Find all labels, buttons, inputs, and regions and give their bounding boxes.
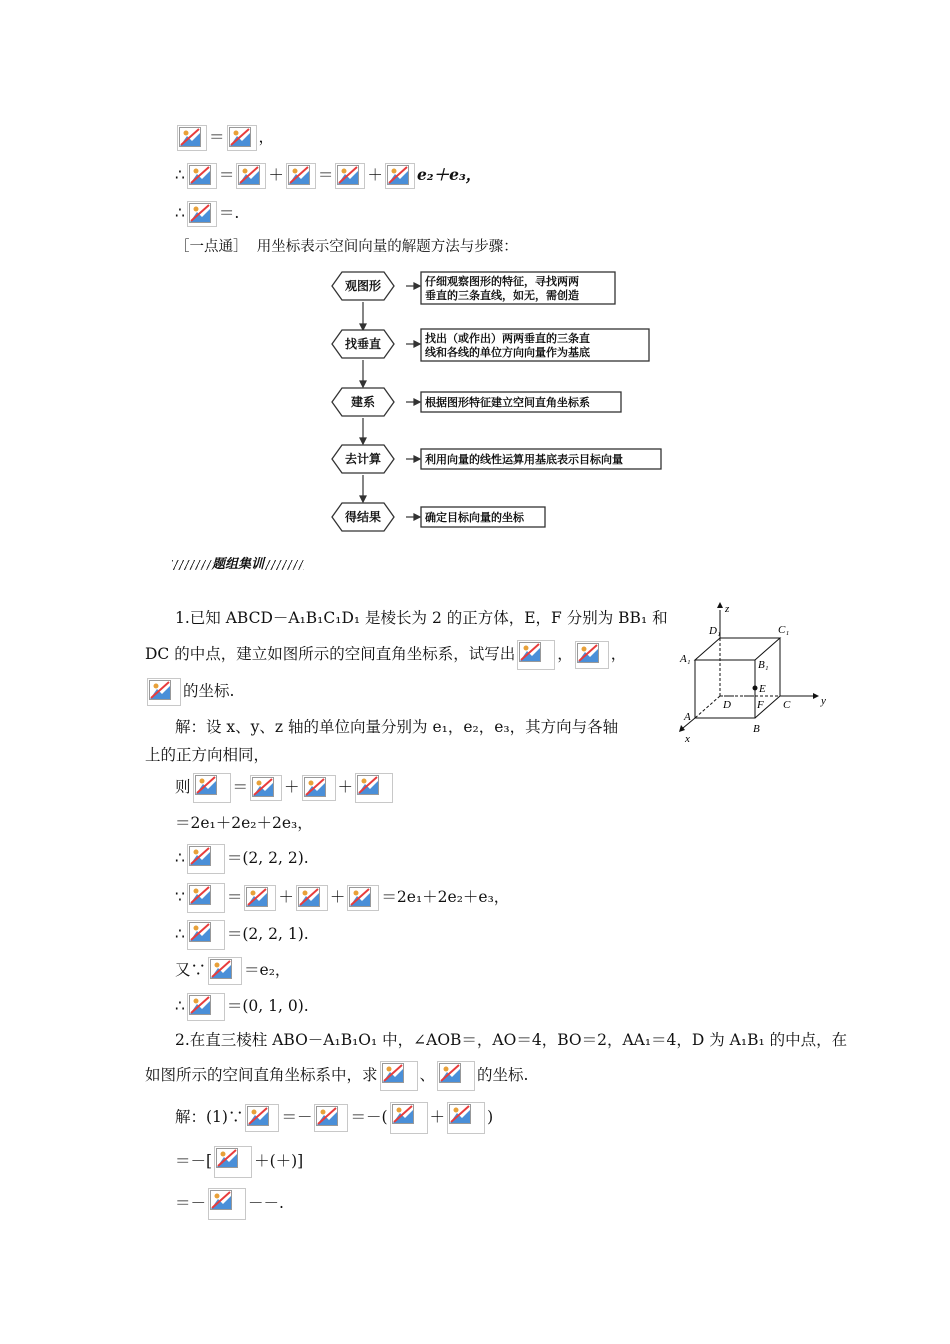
missing-image-icon xyxy=(187,844,225,874)
flow-step-1-note: 垂直的三条直线，如无，需创造 xyxy=(425,289,579,302)
missing-image-icon xyxy=(245,1104,279,1132)
cube-label: B xyxy=(753,723,760,735)
missing-image-icon xyxy=(286,163,316,189)
cube-label: F xyxy=(757,699,764,711)
cube-label: B₁ xyxy=(758,659,769,671)
cube-label: D₁ xyxy=(709,625,721,637)
vector-equation-line-3: ∴ ＝. xyxy=(175,198,239,228)
solution1-eq-2: ＝2e₁＋2e₂＋2e₃， xyxy=(175,814,313,832)
missing-image-icon xyxy=(575,641,609,669)
solution1-eq-3: ∵ ＝ ＋ ＋ ＝2e₁＋2e₂＋e₃， xyxy=(175,882,509,913)
flow-step-4-note: 利用向量的线性运算用基底表示目标向量 xyxy=(425,453,623,466)
solution1-line-b: 上的正方向相同， xyxy=(145,746,270,764)
flow-step-2-label: 找垂直 xyxy=(344,337,382,351)
flow-step-1-note: 仔细观察图形的特征，寻找两两 xyxy=(425,275,579,288)
missing-image-icon xyxy=(208,957,242,985)
missing-image-icon xyxy=(296,885,328,911)
flow-step-4-label: 去计算 xyxy=(344,452,382,466)
solution2-line-3: ＝－ －－. xyxy=(175,1188,284,1220)
vector-equation-line-2: ∴ ＝ ＋ ＝ ＋ e₂＋e₃， xyxy=(175,160,481,190)
solution1-line-a: 解：设 x、y、z 轴的单位向量分别为 e₁，e₂，e₃，其方向与各轴 xyxy=(175,718,619,736)
missing-image-icon xyxy=(244,885,276,911)
problem1-line-b: DC 的中点，建立如图所示的空间直角坐标系，试写出 ， ， xyxy=(145,639,626,670)
solution1-eq-4: 又∵ ＝e₂， xyxy=(175,955,290,985)
missing-image-icon xyxy=(208,1188,246,1220)
missing-image-icon xyxy=(347,885,379,911)
solution1-coord-1: ∴ ＝(2, 2, 2). xyxy=(175,843,309,874)
solution1-eq-1: 则 ＝ ＋ ＋ xyxy=(175,772,395,803)
cube-label: C xyxy=(783,699,791,711)
flow-step-3-label: 建系 xyxy=(350,395,376,409)
missing-image-icon xyxy=(355,773,393,803)
cube-figure xyxy=(675,603,835,745)
problem1-line-c: 的坐标. xyxy=(145,676,234,706)
missing-image-icon xyxy=(177,125,207,151)
solution1-coord-3: ∴ ＝(0, 1, 0). xyxy=(175,991,309,1021)
section-banner: 题组集训 xyxy=(172,553,304,572)
missing-image-icon xyxy=(390,1102,428,1134)
flow-step-2-note: 找出（或作出）两两垂直的三条直 xyxy=(425,332,590,345)
missing-image-icon xyxy=(187,163,217,189)
missing-image-icon xyxy=(385,163,415,189)
cube-label: A₁ xyxy=(680,653,691,665)
tip-text: 用坐标表示空间向量的解题方法与步骤： xyxy=(256,239,518,255)
problem2-line-a: 2.在直三棱柱 ABO－A₁B₁O₁ 中，∠AOB＝，AO＝4，BO＝2，AA₁＝4，D 为 A₁B₁ 的中点，在 xyxy=(175,1031,848,1049)
missing-image-icon xyxy=(335,163,365,189)
missing-image-icon xyxy=(187,883,225,913)
missing-image-icon xyxy=(147,678,181,706)
missing-image-icon xyxy=(187,993,225,1021)
missing-image-icon xyxy=(314,1104,348,1132)
cube-label: E xyxy=(759,683,766,695)
missing-image-icon xyxy=(302,775,336,801)
missing-image-icon xyxy=(193,773,231,803)
solution2-line-1: 解：(1)∵ ＝－ ＝－( ＋ ) xyxy=(175,1102,493,1134)
missing-image-icon xyxy=(447,1102,485,1134)
tip-line xyxy=(175,232,518,262)
cube-label: x xyxy=(685,733,690,745)
problem2-line-b: 如图所示的空间直角坐标系中，求 、 的坐标. xyxy=(145,1060,528,1091)
solution1-coord-2: ∴ ＝(2, 2, 1). xyxy=(175,919,309,950)
cube-label: D xyxy=(723,699,731,711)
flow-step-1-label: 观图形 xyxy=(344,279,382,293)
missing-image-icon xyxy=(236,163,266,189)
flow-step-5-label: 得结果 xyxy=(344,510,382,524)
missing-image-icon xyxy=(437,1061,475,1091)
solution2-line-2: ＝－[ ＋(＋)] xyxy=(175,1146,303,1178)
missing-image-icon xyxy=(517,640,555,670)
missing-image-icon xyxy=(214,1146,252,1178)
missing-image-icon xyxy=(187,920,225,950)
cube-label: A xyxy=(684,711,691,723)
tip-label: ［一点通］ xyxy=(175,239,248,255)
flow-step-3-note: 根据图形特征建立空间直角坐标系 xyxy=(425,396,590,409)
flow-step-5-note: 确定目标向量的坐标 xyxy=(425,511,524,524)
missing-image-icon xyxy=(380,1061,418,1091)
cube-label: C₁ xyxy=(778,624,790,636)
flow-step-2-note: 线和各线的单位方向向量作为基底 xyxy=(425,346,590,359)
vector-equation-line-1: ＝ ， xyxy=(175,122,274,152)
problem1-line-a: 1.已知 ABCD－A₁B₁C₁D₁ 是棱长为 2 的正方体，E，F 分别为 BB₁ 和 xyxy=(175,609,668,627)
missing-image-icon xyxy=(187,201,217,227)
cube-label: z xyxy=(725,603,730,615)
missing-image-icon xyxy=(227,125,257,151)
cube-label: y xyxy=(821,695,826,707)
method-flowchart xyxy=(320,270,680,540)
missing-image-icon xyxy=(250,775,282,801)
